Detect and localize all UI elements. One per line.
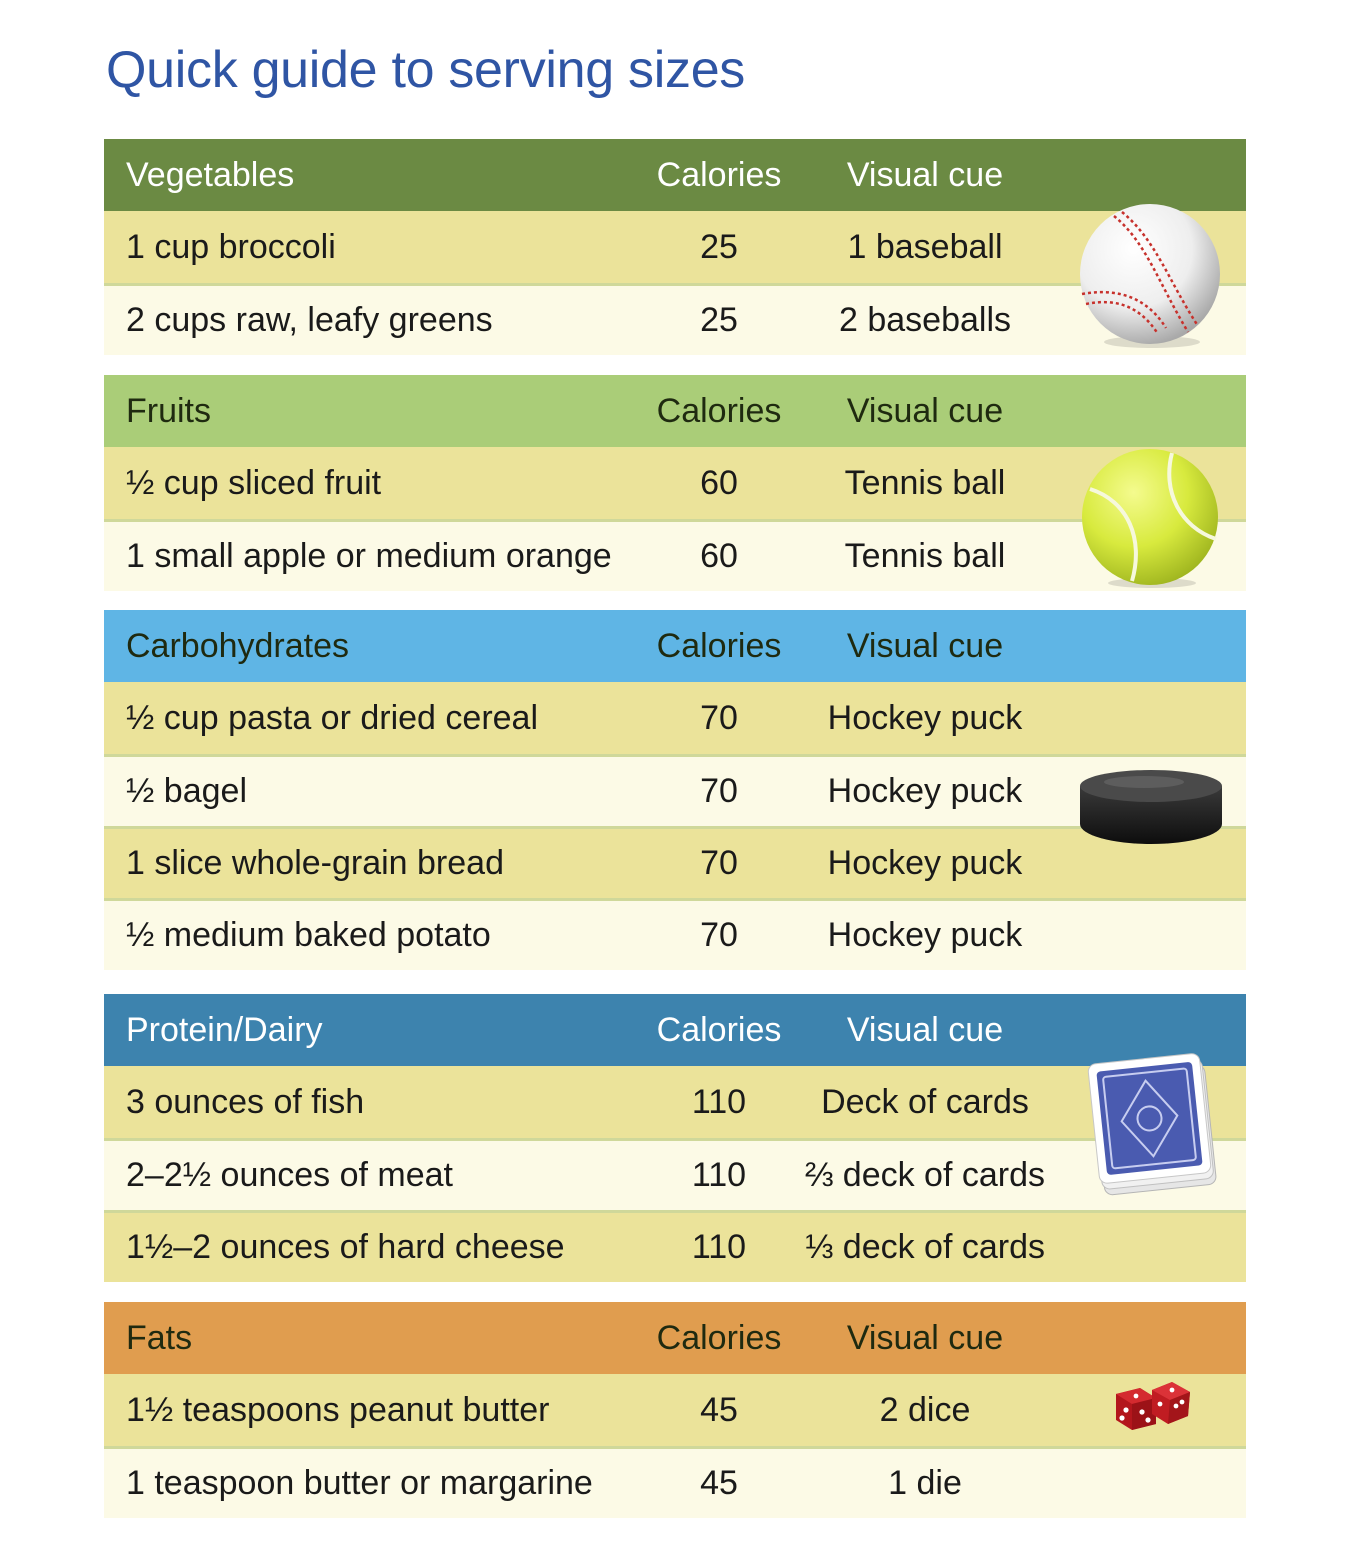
table-row — [104, 754, 1246, 826]
calories-value: 60 — [700, 537, 738, 575]
visual-cue-column-header: Visual cue — [846, 155, 1004, 194]
calories-value: 70 — [700, 772, 738, 810]
page-title: Quick guide to serving sizes — [106, 41, 746, 99]
table-row — [104, 898, 1246, 970]
food-item: 2–2½ ounces of meat — [126, 1156, 454, 1194]
calories-value: 70 — [700, 844, 738, 882]
visual-cue-column-header: Visual cue — [846, 1010, 1004, 1049]
table-row — [104, 283, 1246, 355]
carbohydrates-header — [104, 610, 1246, 682]
table-row — [104, 1066, 1246, 1138]
food-item: ½ bagel — [126, 772, 247, 810]
food-item: 1½ teaspoons peanut butter — [126, 1390, 550, 1429]
section-name: Carbohydrates — [126, 626, 350, 665]
visual-cue-column-header: Visual cue — [846, 626, 1004, 665]
calories-value: 70 — [700, 916, 738, 954]
visual-cue: Tennis ball — [844, 537, 1006, 575]
calories-column-header: Calories — [656, 1318, 782, 1357]
food-item: 3 ounces of fish — [126, 1082, 365, 1121]
table-row — [104, 519, 1246, 591]
tennis-ball-icon — [1080, 447, 1224, 589]
visual-cue: Hockey puck — [827, 916, 1023, 954]
visual-cue: Deck of cards — [821, 1082, 1029, 1121]
calories-column-header: Calories — [656, 391, 782, 430]
deck-of-cards-icon — [1086, 1050, 1222, 1196]
calories-value: 110 — [691, 1156, 747, 1194]
calories-value: 110 — [691, 1082, 747, 1121]
table-row — [104, 1210, 1246, 1282]
protein-dairy-section — [104, 994, 1246, 1282]
visual-cue: ⅔ deck of cards — [804, 1156, 1045, 1194]
baseball-icon — [1076, 202, 1226, 350]
food-item: 2 cups raw, leafy greens — [126, 301, 493, 339]
section-name: Vegetables — [126, 155, 295, 194]
calories-value: 45 — [700, 1390, 738, 1429]
section-name: Fruits — [126, 391, 211, 430]
visual-cue: 1 die — [888, 1464, 962, 1502]
food-item: 1 small apple or medium orange — [126, 537, 612, 575]
visual-cue: Hockey puck — [827, 698, 1023, 737]
visual-cue: Hockey puck — [827, 844, 1023, 882]
fruits-section — [104, 375, 1246, 591]
vegetables-section — [104, 139, 1246, 355]
table-row — [104, 211, 1246, 283]
table-row — [104, 1138, 1246, 1210]
visual-cue: Hockey puck — [827, 772, 1023, 810]
food-item: 1½–2 ounces of hard cheese — [126, 1228, 565, 1266]
calories-value: 70 — [700, 698, 738, 737]
visual-cue: 2 dice — [879, 1390, 971, 1429]
fats-header — [104, 1302, 1246, 1374]
vegetables-header — [104, 139, 1246, 211]
section-name: Fats — [126, 1318, 193, 1357]
table-row — [104, 447, 1246, 519]
calories-value: 60 — [700, 463, 738, 502]
food-item: ½ cup pasta or dried cereal — [126, 698, 539, 737]
hockey-puck-icon — [1076, 768, 1226, 850]
calories-value: 45 — [700, 1464, 738, 1502]
visual-cue-column-header: Visual cue — [846, 391, 1004, 430]
table-row — [104, 826, 1246, 898]
table-row — [104, 1374, 1246, 1446]
calories-column-header: Calories — [656, 155, 782, 194]
visual-cue-column-header: Visual cue — [846, 1318, 1004, 1357]
dice-icon — [1112, 1380, 1192, 1432]
visual-cue: 1 baseball — [847, 227, 1003, 266]
calories-value: 25 — [700, 301, 738, 339]
visual-cue: Tennis ball — [844, 463, 1006, 502]
food-item: 1 teaspoon butter or margarine — [126, 1464, 593, 1502]
table-row — [104, 1446, 1246, 1518]
calories-column-header: Calories — [656, 626, 782, 665]
food-item: ½ cup sliced fruit — [126, 463, 382, 502]
calories-column-header: Calories — [656, 1010, 782, 1049]
table-row — [104, 682, 1246, 754]
fats-section — [104, 1302, 1246, 1518]
protein-dairy-header — [104, 994, 1246, 1066]
food-item: 1 cup broccoli — [126, 227, 336, 266]
fruits-header — [104, 375, 1246, 447]
carbohydrates-section — [104, 610, 1246, 970]
section-name: Protein/Dairy — [126, 1010, 323, 1049]
visual-cue: 2 baseballs — [838, 301, 1011, 339]
food-item: ½ medium baked potato — [126, 916, 491, 954]
visual-cue: ⅓ deck of cards — [804, 1228, 1045, 1266]
food-item: 1 slice whole-grain bread — [126, 844, 504, 882]
calories-value: 110 — [691, 1228, 747, 1266]
calories-value: 25 — [700, 227, 738, 266]
